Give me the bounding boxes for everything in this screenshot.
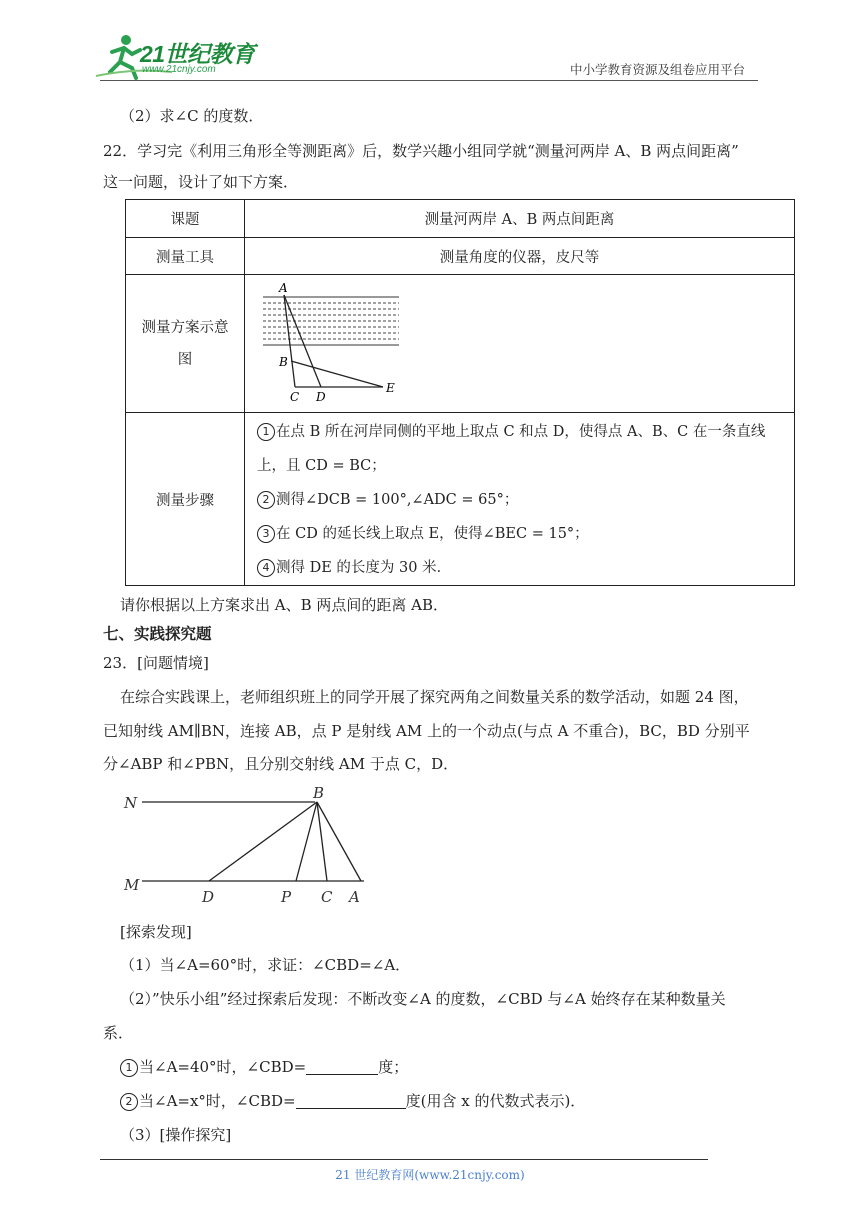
answer-blank-2[interactable] (296, 1093, 406, 1109)
step-1-cont: 上，且 CD = BC； (257, 458, 386, 474)
fig2-label-b: B (313, 784, 325, 802)
q23-sub1 (120, 1057, 408, 1077)
section-title: 七、实践探究题 (103, 625, 212, 643)
step-3 (257, 517, 794, 551)
fig2-label-p: P (281, 888, 292, 906)
step-4-number: 4 (257, 559, 275, 577)
row-diagram-cell (245, 275, 795, 413)
row-tools-value: 测量角度的仪器，皮尺等 (245, 238, 795, 275)
sub1-number: 1 (120, 1059, 138, 1077)
q23-part2a: （2）”快乐小组”经过探索后发现：不断改变∠A 的度数，∠CBD 与∠A 始终存在某种数量关 (120, 990, 726, 1008)
plan-table (125, 199, 795, 586)
q23-p3: 分∠ABP 和∠PBN，且分别交射线 AM 于点 C，D． (103, 755, 459, 773)
step-4-text: 测得 DE 的长度为 30 米． (276, 560, 452, 576)
row-topic-value: 测量河两岸 A、B 两点间距离 (245, 200, 795, 238)
step-1-number: 1 (257, 423, 275, 441)
header-divider (100, 80, 758, 81)
fig1-label-b: B (279, 355, 288, 369)
angle-bisector-figure (120, 784, 370, 908)
step-1-text: 在点 B 所在河岸同侧的平地上取点 C 和点 D，使得点 A、B、C 在一条直线 (276, 424, 766, 440)
row-tools-label: 测量工具 (126, 238, 245, 275)
sub2-number: 2 (120, 1093, 138, 1111)
q23-discover: [探索发现] (120, 923, 192, 941)
q23-part3: （3）[操作探究] (120, 1126, 232, 1144)
fig1-label-d: D (316, 390, 326, 404)
step-4 (257, 551, 794, 585)
q23-part1: （1）当∠A=60°时，求证：∠CBD=∠A． (120, 956, 411, 974)
step-1 (257, 415, 794, 449)
logo-url: www.21cnjy.com (142, 64, 216, 75)
row-topic-label: 课题 (126, 200, 245, 238)
diagram-label-b: 图 (177, 351, 193, 368)
q21-part2: （2）求∠C 的度数． (120, 107, 264, 125)
q23-part2b: 系． (103, 1024, 134, 1042)
row-steps-value (245, 413, 795, 586)
row-diagram-label (126, 275, 245, 413)
q22-ask: 请你根据以上方案求出 A、B 两点间的距离 AB． (120, 596, 449, 614)
answer-blank-1[interactable] (306, 1059, 378, 1075)
fig2-label-a: A (349, 888, 360, 906)
q22-line1: 22．学习完《利用三角形全等测距离》后，数学兴趣小组同学就“测量河两岸 A、B 两点间距离” (103, 142, 739, 160)
sub1-text-b: 度； (378, 1058, 409, 1076)
q23-p2: 已知射线 AM∥BN，连接 AB，点 P 是射线 AM 上的一个动点(与点 A 不重合)，BC，BD 分别平 (103, 722, 750, 740)
step-3-number: 3 (257, 525, 275, 543)
river-measure-figure (253, 279, 413, 405)
fig1-label-c: C (290, 390, 300, 404)
logo-title: 21世纪教育 (140, 41, 255, 67)
diagram-label-a: 测量方案示意 (141, 319, 229, 336)
fig1-label-a: A (279, 281, 288, 295)
step-2-number: 2 (257, 491, 275, 509)
footer-link[interactable]: 21 世纪教育网(www.21cnjy.com) (335, 1168, 525, 1182)
fig1-label-e: E (386, 381, 395, 395)
q23-p1: 在综合实践课上，老师组织班上的同学开展了探究两角之间数量关系的数学活动，如题 24 图， (120, 688, 749, 706)
fig2-label-c: C (321, 888, 333, 906)
fig2-label-n: N (124, 794, 138, 812)
fig2-label-m: M (124, 876, 140, 894)
step-2-text: 测得∠DCB = 100°,∠ADC = 65°； (276, 492, 519, 508)
sub1-text-a: 当∠A=40°时，∠CBD= (139, 1058, 307, 1076)
footer-divider (100, 1159, 708, 1160)
fig2-label-d: D (202, 888, 215, 906)
row-steps-label: 测量步骤 (126, 413, 245, 586)
step-2 (257, 483, 794, 517)
q23-head: 23．[问题情境] (103, 654, 209, 672)
q23-sub2 (120, 1091, 585, 1111)
sub2-text-b: 度(用含 x 的代数式表示)． (405, 1092, 586, 1110)
sub2-text-a: 当∠A=x°时，∠CBD= (139, 1092, 296, 1110)
platform-name: 中小学教育资源及组卷应用平台 (570, 62, 746, 77)
q22-line2: 这一问题，设计了如下方案． (103, 173, 299, 191)
step-3-text: 在 CD 的延长线上取点 E，使得∠BEC = 15°； (276, 526, 589, 542)
